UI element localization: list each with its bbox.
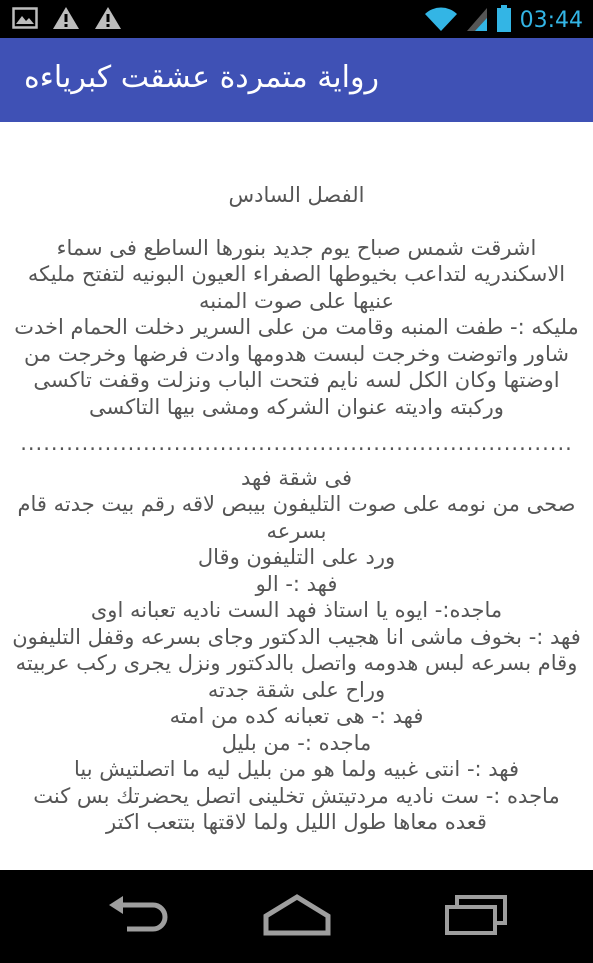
paragraph: فهد :- الو [255,571,338,596]
paragraph: فهد :- هى تعبانه كده من امته [169,704,424,728]
warning-icon [52,6,80,34]
action-bar [0,38,593,122]
back-button[interactable] [97,892,177,942]
status-bar [0,0,593,38]
back-icon [105,895,169,939]
paragraph: صحى من نومه على صوت التليفون بيبص لاقه رقم بيت جدته قام بسرعه [17,492,576,543]
paragraph: ماجده :- من بليل [221,730,372,755]
paragraph: ماجده :- ست ناديه مردتيتش تخلينى اتصل يحضرتك بس كنت قعده معاها طول الليل ولما لاقتها بتتعب اكتر [33,783,560,834]
paragraph: ورد على التليفون وقال [197,545,396,569]
clock: 03:44 [519,8,583,33]
warning-icon [94,6,122,34]
story-text [12,182,581,836]
chapter-title: الفصل السادس [228,183,365,207]
system-icons [424,5,583,37]
home-icon [262,894,332,940]
paragraph: مليكه :- طفت المنبه وقامت من على السرير دخلت الحمام اخدت شاور واتوضت وخرجت لبست هدومها وادت فرضها وخرجت من اوضتها وكان الكل لسه نايم فتحت الباب ونزلت وقفت تاكسى وركبته واديته عنوان الشركه ومشى بيها التاكسى [14,315,579,419]
recent-apps-icon [443,894,509,940]
battery-icon [496,5,512,37]
paragraph: فهد :- انتى غبيه ولما هو من بليل ليه ما اتصلتيش بيا [73,757,520,781]
paragraph: اشرقت شمس صباح يوم جديد بنورها الساطع فى سماء الاسكندريه لتداعب بخيوطها الصفراء العيون البونيه لتفتح مليكه عنيها على صوت المنبه [27,235,566,313]
app-title: رواية متمردة عشقت كبرياءه [24,60,379,95]
separator: ........................................................................ [20,431,573,455]
paragraph: فى شقة فهد [240,465,353,490]
image-notification-icon [12,7,38,33]
navigation-bar [0,870,593,963]
notification-icons [12,6,122,34]
home-button[interactable] [257,892,337,942]
signal-icon [466,6,488,36]
recent-apps-button[interactable] [436,892,516,942]
story-content[interactable] [0,122,593,870]
wifi-icon [424,6,458,36]
paragraph: ماجده:- ايوه يا استاذ فهد الست ناديه تعبانه اوى [90,598,503,622]
paragraph: فهد :- بخوف ماشى انا هجيب الدكتور وجاى بسرعه وقفل التليفون وقام بسرعه لبس هدومه واتصل بالدكتور ونزل يجرى ركب عربيته وراح على شقة جدته [12,624,581,702]
